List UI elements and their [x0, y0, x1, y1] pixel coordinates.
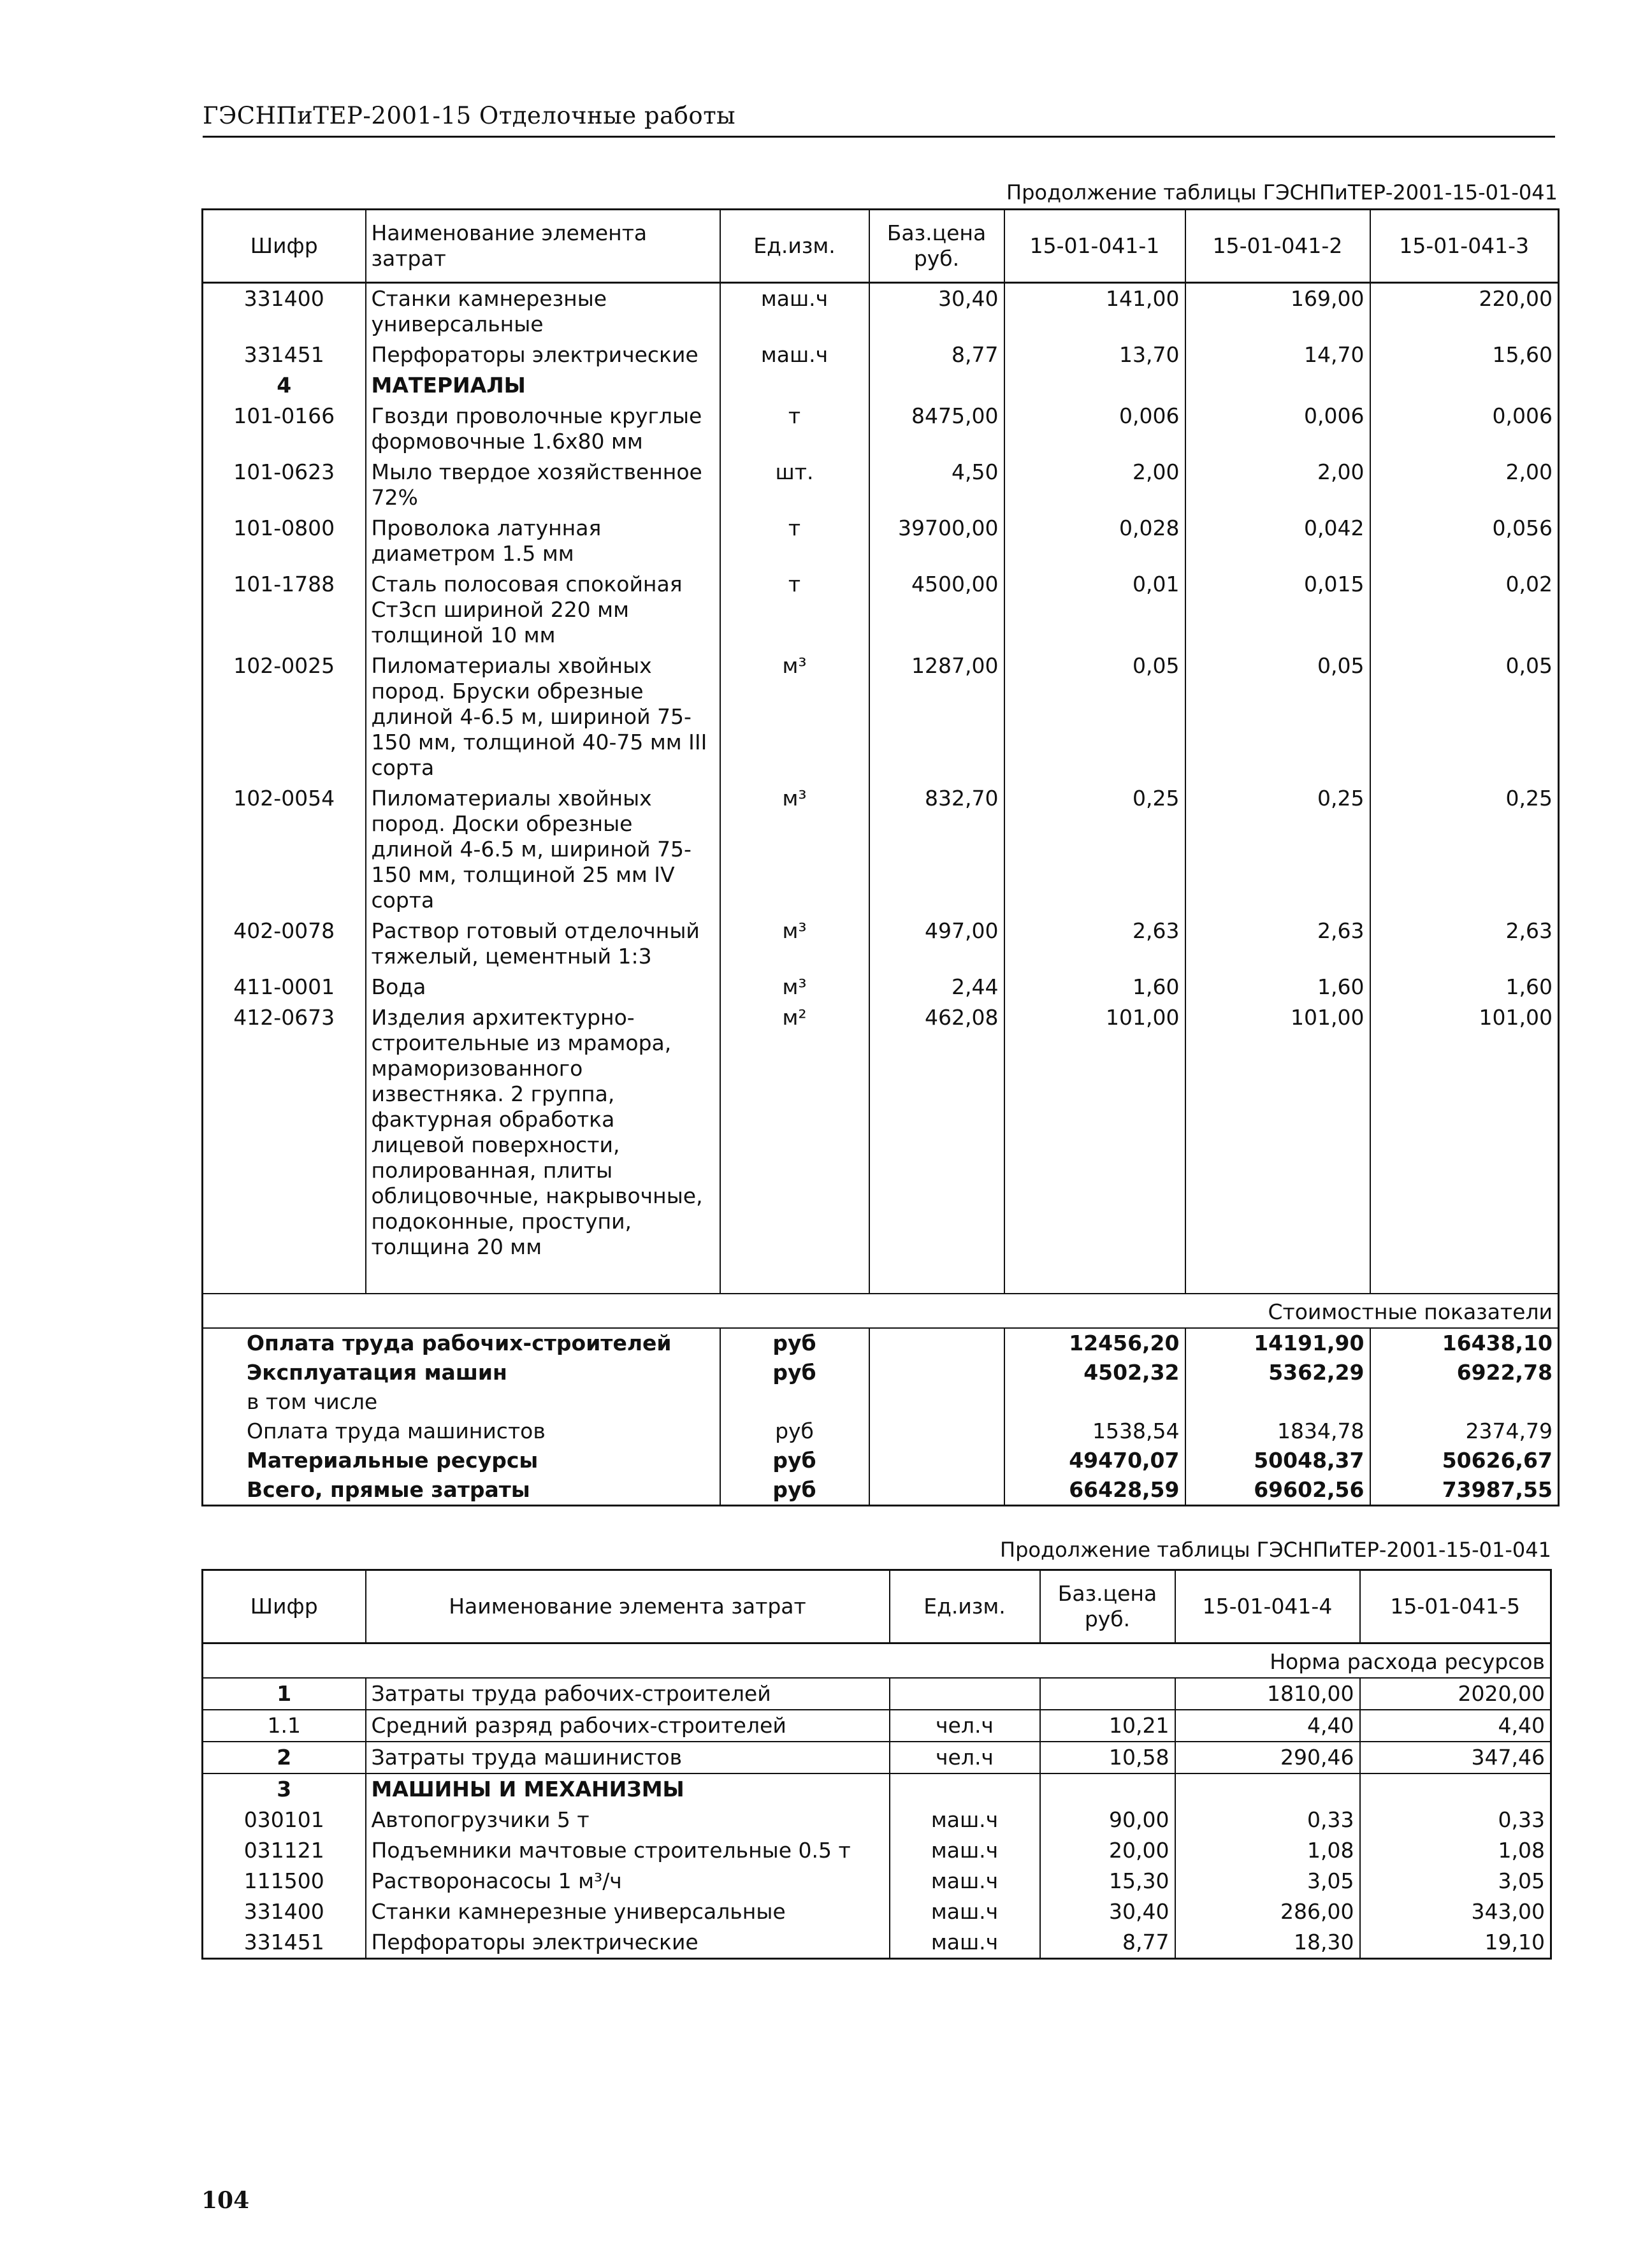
cell-name: Пиломатериалы хвойных пород. Доски обрезные длиной 4-6.5 м, шириной 75-150 мм, толщиной 25 мм IV сорта	[366, 783, 720, 916]
summary-row	[203, 1387, 1559, 1417]
summary-label: в том числе	[247, 1389, 378, 1414]
cell-price	[1040, 1773, 1175, 1805]
cell-unit: маш.ч	[890, 1866, 1040, 1896]
cell-unit	[720, 370, 869, 401]
cell-unit	[890, 1773, 1040, 1805]
summary-label: Материальные ресурсы	[247, 1448, 539, 1473]
cell-price: 4,50	[869, 457, 1004, 513]
cell-code: 031121	[243, 1838, 324, 1863]
cell-unit: маш.ч	[890, 1805, 1040, 1835]
cell-name: Мыло твердое хозяйственное 72%	[366, 457, 720, 513]
cell-value: 0,042	[1185, 513, 1370, 569]
cell-name: Пиломатериалы хвойных пород. Бруски обрезные длиной 4-6.5 м, шириной 75-150 мм, толщиной 40-75 мм III сорта	[366, 651, 720, 783]
cell-code: 102-0025	[233, 653, 335, 678]
cell-unit: м²	[720, 1002, 869, 1262]
summary-unit: руб	[720, 1358, 869, 1387]
cell-unit: м³	[720, 972, 869, 1002]
cell-value: 343,00	[1360, 1896, 1551, 1927]
cell-value: 0,006	[1370, 401, 1559, 457]
summary-label: Всего, прямые затраты	[247, 1477, 530, 1502]
cell-unit: маш.ч	[890, 1835, 1040, 1866]
cell-price: 8,77	[1040, 1927, 1175, 1959]
cell-name: Затраты труда рабочих-строителей	[366, 1678, 890, 1710]
cell-code: 331451	[243, 342, 324, 367]
cell-value: 0,25	[1185, 783, 1370, 916]
cell-name: Вода	[366, 972, 720, 1002]
cell-price: 832,70	[869, 783, 1004, 916]
cell-price: 1287,00	[869, 651, 1004, 783]
col-header-code: Шифр	[203, 1570, 366, 1643]
table-row	[203, 972, 1559, 1002]
summary-unit: руб	[720, 1328, 869, 1358]
cell-code: 331400	[243, 286, 324, 311]
cell-price	[1040, 1678, 1175, 1710]
cell-value: 0,05	[1004, 651, 1185, 783]
cell-unit: т	[720, 401, 869, 457]
cell-price: 30,40	[1040, 1896, 1175, 1927]
empty-cell	[869, 1417, 1004, 1446]
summary-value: 50626,67	[1370, 1446, 1559, 1475]
cell-name: МАШИНЫ И МЕХАНИЗМЫ	[366, 1773, 890, 1805]
summary-value: 12456,20	[1004, 1328, 1185, 1358]
cell-value: 4,40	[1175, 1710, 1360, 1742]
cell-value: 0,01	[1004, 569, 1185, 651]
summary-value: 1834,78	[1185, 1417, 1370, 1446]
summary-row	[203, 1475, 1559, 1506]
col-header-variant: 15-01-041-1	[1004, 210, 1185, 283]
cell-price: 20,00	[1040, 1835, 1175, 1866]
page-number: 104	[201, 2187, 250, 2214]
cell-name: Растворонасосы 1 м³/ч	[366, 1866, 890, 1896]
norm-label: Норма расхода ресурсов	[1270, 1649, 1545, 1674]
summary-unit: руб	[720, 1417, 869, 1446]
cell-value: 0,006	[1185, 401, 1370, 457]
summary-row	[203, 1328, 1559, 1358]
col-header-price: Баз.цена руб.	[869, 210, 1004, 283]
empty-cell	[720, 1262, 869, 1294]
empty-cell	[1370, 1262, 1559, 1294]
summary-label: Оплата труда рабочих-строителей	[203, 1328, 720, 1358]
cell-value: 101,00	[1185, 1002, 1370, 1262]
cell-code: 412-0673	[233, 1005, 335, 1030]
cell-value	[1370, 370, 1559, 401]
cell-value: 1,60	[1185, 972, 1370, 1002]
cell-value: 0,25	[1370, 783, 1559, 916]
cell-value: 290,46	[1175, 1742, 1360, 1773]
cell-code: 331451	[243, 1930, 324, 1954]
cell-code: 030101	[243, 1807, 324, 1832]
table-row	[203, 1866, 1551, 1896]
table-row	[203, 916, 1559, 972]
table-row	[203, 651, 1559, 783]
empty-cell	[869, 1262, 1004, 1294]
cell-value: 2,00	[1185, 457, 1370, 513]
cost-label: Стоимостные показатели	[203, 1294, 1559, 1328]
table-row	[203, 1710, 1551, 1742]
cell-value: 1,08	[1360, 1835, 1551, 1866]
cell-value: 0,028	[1004, 513, 1185, 569]
table-row	[203, 569, 1559, 651]
cell-value: 0,33	[1175, 1805, 1360, 1835]
cell-value	[1360, 1773, 1551, 1805]
cell-price: 10,21	[1040, 1710, 1175, 1742]
empty-cell	[1185, 1262, 1370, 1294]
col-header-variant: 15-01-041-2	[1185, 210, 1370, 283]
cell-price: 30,40	[869, 283, 1004, 340]
cell-code: 111500	[243, 1868, 324, 1893]
summary-value: 16438,10	[1370, 1328, 1559, 1358]
cell-name: Сталь полосовая спокойная Ст3сп шириной 220 мм толщиной 10 мм	[366, 569, 720, 651]
summary-label: Оплата труда машинистов	[247, 1419, 546, 1443]
cell-value	[1004, 370, 1185, 401]
cell-price: 4500,00	[869, 569, 1004, 651]
cell-price: 39700,00	[869, 513, 1004, 569]
cell-code: 3	[203, 1773, 366, 1805]
col-header-price: Баз.цена руб.	[1040, 1570, 1175, 1643]
col-header-name: Наименование элемента затрат	[366, 1570, 890, 1643]
cell-name: Средний разряд рабочих-строителей	[366, 1710, 890, 1742]
cell-value: 141,00	[1004, 283, 1185, 340]
cell-value: 2,63	[1004, 916, 1185, 972]
table-row	[203, 1002, 1559, 1262]
summary-value: 14191,90	[1185, 1328, 1370, 1358]
cell-unit: чел.ч	[890, 1742, 1040, 1773]
cell-name: Гвозди проволочные круглые формовочные 1.6x80 мм	[366, 401, 720, 457]
cell-value: 0,02	[1370, 569, 1559, 651]
cell-code: 102-0054	[233, 786, 335, 811]
table-row	[203, 457, 1559, 513]
cell-price: 10,58	[1040, 1742, 1175, 1773]
cell-value: 1,60	[1004, 972, 1185, 1002]
cell-code: 402-0078	[233, 918, 335, 943]
document-header-title: ГЭСНПиТЕР-2001-15 Отделочные работы	[203, 102, 736, 129]
cell-value: 1,60	[1370, 972, 1559, 1002]
cell-unit: маш.ч	[890, 1896, 1040, 1927]
cell-code: 101-0166	[233, 403, 335, 428]
cell-value: 220,00	[1370, 283, 1559, 340]
table-row	[203, 1835, 1551, 1866]
table-row	[203, 1678, 1551, 1710]
summary-value: 4502,32	[1004, 1358, 1185, 1387]
table-row	[203, 783, 1559, 916]
cell-name: МАТЕРИАЛЫ	[366, 370, 720, 401]
cell-value: 0,056	[1370, 513, 1559, 569]
cell-value: 3,05	[1360, 1866, 1551, 1896]
table-row	[203, 513, 1559, 569]
empty-cell	[1004, 1262, 1185, 1294]
summary-value: 69602,56	[1185, 1475, 1370, 1506]
cell-name: Станки камнерезные универсальные	[366, 283, 720, 340]
cell-unit: т	[720, 569, 869, 651]
cell-price: 8475,00	[869, 401, 1004, 457]
cell-code: 101-0623	[233, 459, 335, 484]
empty-cell	[869, 1328, 1004, 1358]
cell-unit: маш.ч	[720, 283, 869, 340]
col-header-unit: Ед.изм.	[890, 1570, 1040, 1643]
cell-unit: маш.ч	[890, 1927, 1040, 1959]
cell-value: 101,00	[1370, 1002, 1559, 1262]
cell-value: 0,05	[1370, 651, 1559, 783]
cell-code: 2	[203, 1742, 366, 1773]
col-header-code: Шифр	[203, 210, 366, 283]
cell-name: Раствор готовый отделочный тяжелый, цементный 1:3	[366, 916, 720, 972]
summary-value: 66428,59	[1004, 1475, 1185, 1506]
table-row	[203, 1742, 1551, 1773]
cell-value: 0,05	[1185, 651, 1370, 783]
cell-value: 347,46	[1360, 1742, 1551, 1773]
cell-price: 90,00	[1040, 1805, 1175, 1835]
summary-value: 1538,54	[1004, 1417, 1185, 1446]
summary-value: 6922,78	[1370, 1358, 1559, 1387]
summary-unit	[720, 1387, 869, 1417]
cell-value: 4,40	[1360, 1710, 1551, 1742]
cell-name: Подъемники мачтовые строительные 0.5 т	[366, 1835, 890, 1866]
cell-value: 15,60	[1370, 340, 1559, 370]
cell-name: Перфораторы электрические	[366, 340, 720, 370]
cell-value	[1175, 1773, 1360, 1805]
spacer-row	[203, 1262, 1559, 1294]
cell-price: 462,08	[869, 1002, 1004, 1262]
resource-table-2	[201, 1569, 1552, 1960]
cell-code: 331400	[243, 1899, 324, 1924]
header-divider	[203, 136, 1555, 138]
table-row	[203, 401, 1559, 457]
empty-cell	[366, 1262, 720, 1294]
cell-code: 101-1788	[233, 572, 335, 596]
cell-value: 3,05	[1175, 1866, 1360, 1896]
empty-cell	[869, 1475, 1004, 1506]
cell-value: 1,08	[1175, 1835, 1360, 1866]
cell-code: 101-0800	[233, 516, 335, 540]
summary-unit: руб	[720, 1475, 869, 1506]
cell-price: 2,44	[869, 972, 1004, 1002]
cell-value: 101,00	[1004, 1002, 1185, 1262]
summary-value: 49470,07	[1004, 1446, 1185, 1475]
summary-value	[1185, 1387, 1370, 1417]
cell-price: 8,77	[869, 340, 1004, 370]
cell-code: 1	[203, 1678, 366, 1710]
cell-name: Изделия архитектурно-строительные из мрамора, мраморизованного известняка. 2 группа, фактурная обработка лицевой поверхности, полированная, плиты облицовочные, накрывочные, подоконные, проступи, толщина 20 мм	[366, 1002, 720, 1262]
cell-value: 2,63	[1185, 916, 1370, 972]
empty-cell	[869, 1387, 1004, 1417]
cell-value: 2,63	[1370, 916, 1559, 972]
cell-value: 14,70	[1185, 340, 1370, 370]
table-row	[203, 283, 1559, 340]
cell-value: 2,00	[1370, 457, 1559, 513]
cell-value: 286,00	[1175, 1896, 1360, 1927]
summary-value: 5362,29	[1185, 1358, 1370, 1387]
table-row	[203, 1927, 1551, 1959]
summary-row	[203, 1446, 1559, 1475]
cell-price	[869, 370, 1004, 401]
cell-code: 1.1	[203, 1710, 366, 1742]
cell-unit: маш.ч	[720, 340, 869, 370]
empty-cell	[869, 1358, 1004, 1387]
cell-unit	[890, 1678, 1040, 1710]
cell-unit: т	[720, 513, 869, 569]
cell-value: 19,10	[1360, 1927, 1551, 1959]
summary-value	[1004, 1387, 1185, 1417]
cost-label-row	[203, 1294, 1559, 1328]
col-header-unit: Ед.изм.	[720, 210, 869, 283]
empty-cell	[869, 1446, 1004, 1475]
cell-price: 497,00	[869, 916, 1004, 972]
cell-value: 0,33	[1360, 1805, 1551, 1835]
cell-unit: шт.	[720, 457, 869, 513]
col-header-variant: 15-01-041-3	[1370, 210, 1559, 283]
col-header-variant: 15-01-041-5	[1360, 1570, 1551, 1643]
cell-code: 411-0001	[233, 974, 335, 999]
resource-table-1	[201, 208, 1560, 1506]
summary-row	[203, 1358, 1559, 1387]
cell-value	[1185, 370, 1370, 401]
norm-label-row	[203, 1643, 1551, 1679]
summary-row	[203, 1417, 1559, 1446]
table-row	[203, 1773, 1551, 1805]
table1-caption: Продолжение таблицы ГЭСНПиТЕР-2001-15-01-041	[1006, 180, 1558, 205]
cell-name: Перфораторы электрические	[366, 1927, 890, 1959]
summary-label: Эксплуатация машин	[247, 1360, 507, 1385]
summary-value: 2374,79	[1370, 1417, 1559, 1446]
col-header-variant: 15-01-041-4	[1175, 1570, 1360, 1643]
empty-cell	[203, 1262, 366, 1294]
summary-value	[1370, 1387, 1559, 1417]
cell-name: Автопогрузчики 5 т	[366, 1805, 890, 1835]
cell-unit: м³	[720, 783, 869, 916]
table-row	[203, 370, 1559, 401]
cell-value: 0,015	[1185, 569, 1370, 651]
cell-price: 15,30	[1040, 1866, 1175, 1896]
cell-name: Проволока латунная диаметром 1.5 мм	[366, 513, 720, 569]
cell-unit: м³	[720, 651, 869, 783]
cell-unit: чел.ч	[890, 1710, 1040, 1742]
table-row	[203, 340, 1559, 370]
cell-name: Станки камнерезные универсальные	[366, 1896, 890, 1927]
cell-value: 0,006	[1004, 401, 1185, 457]
cell-value: 2,00	[1004, 457, 1185, 513]
cell-unit: м³	[720, 916, 869, 972]
cell-value: 0,25	[1004, 783, 1185, 916]
cell-value: 169,00	[1185, 283, 1370, 340]
summary-unit: руб	[720, 1446, 869, 1475]
summary-value: 73987,55	[1370, 1475, 1559, 1506]
cell-name: Затраты труда машинистов	[366, 1742, 890, 1773]
table-row	[203, 1805, 1551, 1835]
cell-code: 4	[277, 373, 292, 398]
col-header-name: Наименование элемента затрат	[366, 210, 720, 283]
cell-value: 2020,00	[1360, 1678, 1551, 1710]
table2-caption: Продолжение таблицы ГЭСНПиТЕР-2001-15-01-041	[1000, 1538, 1551, 1562]
cell-value: 13,70	[1004, 340, 1185, 370]
cell-value: 1810,00	[1175, 1678, 1360, 1710]
summary-value: 50048,37	[1185, 1446, 1370, 1475]
cell-value: 18,30	[1175, 1927, 1360, 1959]
table-row	[203, 1896, 1551, 1927]
